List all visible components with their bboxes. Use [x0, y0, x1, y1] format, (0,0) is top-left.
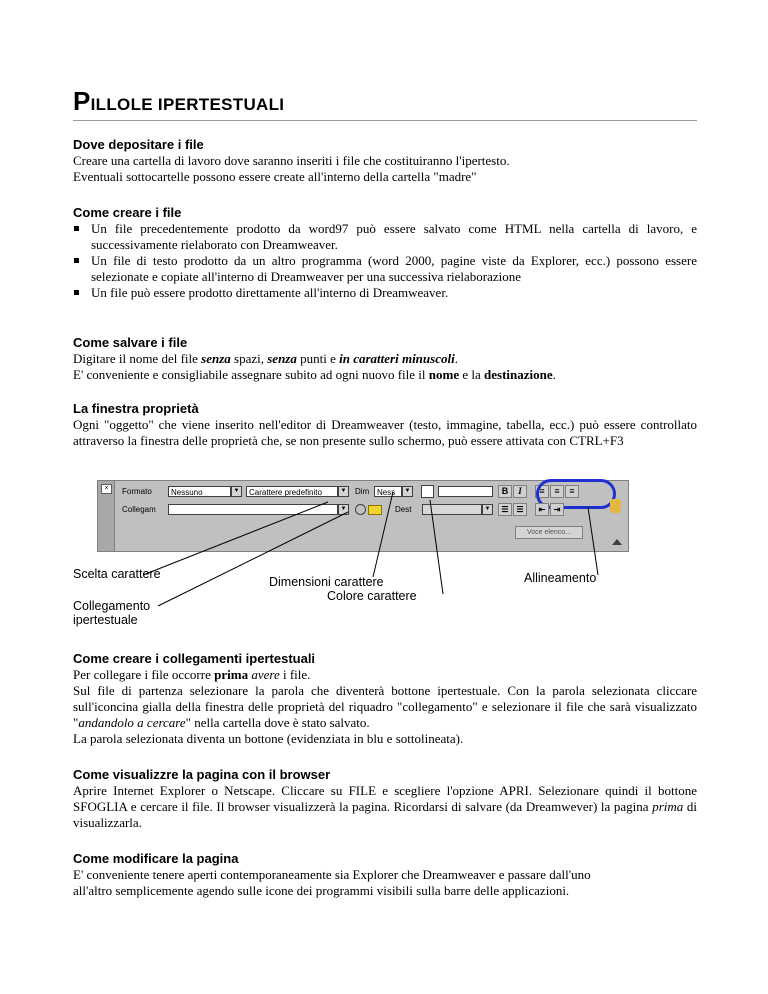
collegam-label: Collegam: [122, 505, 156, 514]
paragraph-line: Per collegare i file occorre prima avere i file.: [73, 667, 311, 682]
list-item: Un file precedentemente prodotto da word97 può essere salvato come HTML nella cartella di lavoro, e successivamente rielaborato con Dreamweaver.: [73, 221, 697, 253]
callout-lines: [73, 472, 697, 632]
section-heading: Come visualizzre la pagina con il browser: [73, 767, 331, 782]
properties-panel-figure: [73, 472, 697, 632]
section-modificare: [73, 851, 697, 899]
section-heading: Dove depositare i file: [73, 137, 204, 152]
list-item: Un file può essere prodotto direttamente all'interno di Dreamweaver.: [73, 285, 697, 301]
dim-label: Dim: [355, 487, 370, 496]
chevron-down-icon[interactable]: ▼: [231, 486, 242, 497]
section-browser: [73, 767, 697, 831]
italic-button[interactable]: I: [513, 485, 527, 498]
paragraph-line: Eventuali sottocartelle possono essere create all'interno della cartella "madre": [73, 169, 477, 184]
callout-line: [158, 512, 348, 606]
bullet-list: [73, 221, 697, 301]
unordered-list-icon[interactable]: ☰: [498, 503, 512, 516]
align-right-icon[interactable]: ≡: [565, 485, 579, 498]
paragraph-line: E' conveniente e consigliabile assegnare subito ad ogni nuovo file il nome e la destinazione.: [73, 367, 556, 382]
paragraph: Aprire Internet Explorer o Netscape. Cliccare su FILE e scegliere l'opzione APRI. Selezionare quindi il bottone SFOGLIA e cercare il file. Il browser visualizzerà la pagina. Ricordarsi di salvare (da Dreamwever) la pagina prima di visualizzarla.: [73, 783, 697, 830]
chevron-down-icon[interactable]: ▼: [482, 504, 493, 515]
callout-line: [373, 492, 393, 577]
align-left-icon[interactable]: ≡: [535, 485, 549, 498]
caption-colore: Colore carattere: [327, 589, 417, 603]
caption-collegamento-2: ipertestuale: [73, 613, 138, 627]
list-item-button[interactable]: Voce elenco...: [515, 526, 583, 539]
paragraph-line: E' conveniente tenere aperti contemporaneamente sia Explorer che Dreamweaver e passare dall'uno: [73, 867, 591, 882]
caption-collegamento-1: Collegamento: [73, 599, 151, 613]
title-first-letter: P: [73, 86, 91, 116]
chevron-down-icon[interactable]: ▼: [338, 504, 349, 515]
formato-select[interactable]: Nessuno: [168, 486, 231, 497]
section-heading: La finestra proprietà: [73, 401, 199, 416]
paragraph-line: Creare una cartella di lavoro dove saranno inseriti i file che costituiranno l'ipertesto.: [73, 153, 510, 168]
caption-allineamento: Allineamento: [524, 571, 597, 585]
section-heading: Come modificare la pagina: [73, 851, 239, 866]
caption-scelta: Scelta carattere: [73, 567, 161, 581]
section-dove: [73, 137, 697, 185]
close-icon[interactable]: ×: [101, 484, 112, 494]
paragraph-line: Digitare il nome del file senza spazi, senza punti e in caratteri minuscoli.: [73, 351, 458, 366]
font-select[interactable]: Carattere predefinito: [246, 486, 338, 497]
section-heading: Come creare i collegamenti ipertestuali: [73, 651, 316, 666]
chevron-down-icon[interactable]: ▼: [402, 486, 413, 497]
section-heading: Come salvare i file: [73, 335, 188, 350]
section-creare: [73, 205, 697, 301]
outdent-icon[interactable]: ⇤: [535, 503, 549, 516]
section-salvare: [73, 335, 697, 383]
paragraph-line: La parola selezionata diventa un bottone (evidenziata in blu e sottolineata).: [73, 731, 464, 746]
page-title: [73, 86, 697, 121]
caption-dimensioni: Dimensioni carattere: [269, 575, 384, 589]
callout-line: [143, 502, 328, 575]
callout-line: [588, 507, 598, 575]
section-finestra: [73, 401, 697, 449]
chevron-down-icon[interactable]: ▼: [338, 486, 349, 497]
section-collegamenti: [73, 651, 697, 747]
paragraph: Ogni "oggetto" che viene inserito nell'editor di Dreamweaver (testo, immagine, tabella, ecc.) può essere controllato attraverso la finestra delle proprietà che, se non presente sullo schermo, può essere attivata con CTRL+F3: [73, 417, 697, 448]
callout-line: [430, 500, 443, 594]
paragraph-line: all'altro semplicemente agendo sulle icone dei programmi visibili sulla barre delle applicazioni.: [73, 883, 570, 898]
size-select[interactable]: Ness: [374, 486, 402, 497]
section-heading: Come creare i file: [73, 205, 182, 220]
ordered-list-icon[interactable]: ☰: [513, 503, 527, 516]
formato-label: Formato: [122, 487, 152, 496]
bold-button[interactable]: B: [498, 485, 512, 498]
list-item: Un file di testo prodotto da un altro programma (word 2000, pagine viste da Explorer, ecc.) possono essere selezionate e copiate all'interno di Dreamweaver per una successiva rielaborazione: [73, 253, 697, 285]
indent-icon[interactable]: ⇥: [550, 503, 564, 516]
align-center-icon[interactable]: ≡: [550, 485, 564, 498]
dest-label: Dest: [395, 505, 412, 514]
paragraph: Sul file di partenza selezionare la parola che diventerà bottone ipertestuale. Con la parola selezionata cliccare sull'iconcina gialla della finestra delle proprietà del riquadro "collegamento" e selezionare il file che sarà visualizzato "andandolo a cercare" nella cartella dove è stato salvato.: [73, 683, 697, 730]
title-rest: ILLOLE IPERTESTUALI: [90, 95, 285, 114]
